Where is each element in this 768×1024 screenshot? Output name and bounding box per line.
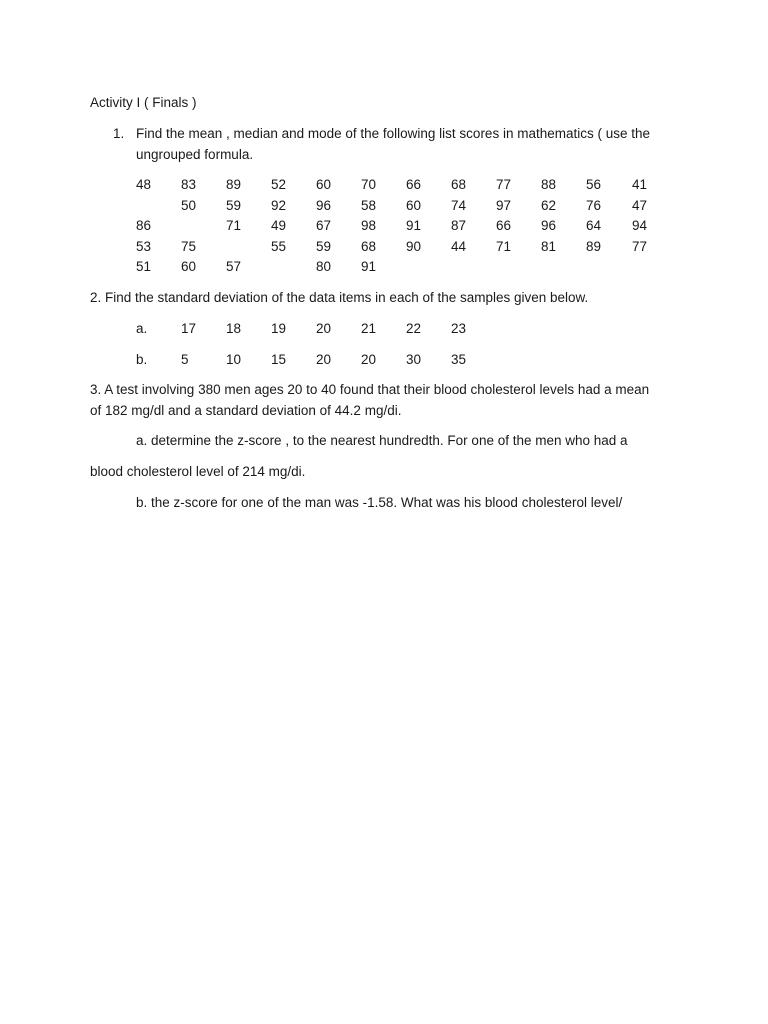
score-cell: 91 <box>406 218 422 233</box>
score-cell: 70 <box>361 177 377 192</box>
score-cell: 64 <box>586 218 602 233</box>
sample-value: 30 <box>406 352 422 367</box>
sample-value: 21 <box>361 321 377 336</box>
q3-part-b: b. the z-score for one of the man was -1.58. What was his blood cholesterol level/ <box>136 495 623 510</box>
score-cell: 71 <box>496 239 512 254</box>
score-cell: 48 <box>136 177 152 192</box>
score-cell: 89 <box>226 177 242 192</box>
q1-text-line2: ungrouped formula. <box>136 147 254 162</box>
score-cell: 89 <box>586 239 602 254</box>
score-cell: 68 <box>361 239 377 254</box>
q1-number: 1. <box>113 126 125 141</box>
score-cell: 67 <box>316 218 332 233</box>
score-cell: 59 <box>226 198 242 213</box>
activity-title: Activity I ( Finals ) <box>90 95 197 110</box>
sample-value: 20 <box>316 321 332 336</box>
score-cell: 92 <box>271 198 287 213</box>
score-cell: 96 <box>316 198 332 213</box>
score-cell: 68 <box>451 177 467 192</box>
sample-value: 22 <box>406 321 422 336</box>
q3-text-line2: of 182 mg/dl and a standard deviation of 44.2 mg/di. <box>90 403 402 418</box>
sample-value: 23 <box>451 321 467 336</box>
q1-text-line1: Find the mean , median and mode of the following list scores in mathematics ( use the <box>136 126 651 141</box>
score-cell: 96 <box>541 218 557 233</box>
score-cell: 94 <box>632 218 648 233</box>
score-cell: 86 <box>136 218 152 233</box>
q3-part-a-line2: blood cholesterol level of 214 mg/di. <box>90 464 306 479</box>
sample-value: 10 <box>226 352 242 367</box>
score-cell: 77 <box>496 177 512 192</box>
score-cell: 87 <box>451 218 467 233</box>
sample-value: 20 <box>316 352 332 367</box>
score-cell: 81 <box>541 239 557 254</box>
score-cell: 77 <box>632 239 648 254</box>
score-cell: 75 <box>181 239 197 254</box>
score-cell: 88 <box>541 177 557 192</box>
score-cell: 76 <box>586 198 602 213</box>
score-cell: 98 <box>361 218 377 233</box>
score-cell: 51 <box>136 259 152 274</box>
q3-text-line1: 3. A test involving 380 men ages 20 to 40 found that their blood cholesterol levels had a mean <box>90 382 650 397</box>
score-cell: 97 <box>496 198 512 213</box>
score-cell: 41 <box>632 177 648 192</box>
score-cell: 52 <box>271 177 287 192</box>
score-cell: 56 <box>586 177 602 192</box>
sample-value: 20 <box>361 352 377 367</box>
score-cell: 90 <box>406 239 422 254</box>
score-cell: 60 <box>181 259 197 274</box>
score-cell: 57 <box>226 259 242 274</box>
score-cell: 66 <box>496 218 512 233</box>
q3-part-a-line1: a. determine the z-score , to the nearest hundredth. For one of the men who had a <box>136 433 628 448</box>
score-cell: 44 <box>451 239 467 254</box>
score-cell: 66 <box>406 177 422 192</box>
sample-label: a. <box>136 321 148 336</box>
score-cell: 58 <box>361 198 377 213</box>
score-cell: 53 <box>136 239 152 254</box>
sample-value: 18 <box>226 321 242 336</box>
score-cell: 62 <box>541 198 557 213</box>
score-cell: 80 <box>316 259 332 274</box>
score-cell: 49 <box>271 218 287 233</box>
score-cell: 71 <box>226 218 242 233</box>
score-cell: 60 <box>406 198 422 213</box>
score-cell: 59 <box>316 239 332 254</box>
score-cell: 91 <box>361 259 377 274</box>
score-cell: 74 <box>451 198 467 213</box>
score-cell: 47 <box>632 198 648 213</box>
sample-value: 5 <box>181 352 189 367</box>
score-cell: 83 <box>181 177 197 192</box>
sample-value: 17 <box>181 321 197 336</box>
score-cell: 55 <box>271 239 287 254</box>
q2-text: 2. Find the standard deviation of the data items in each of the samples given below. <box>90 290 589 305</box>
sample-value: 15 <box>271 352 287 367</box>
score-cell: 50 <box>181 198 197 213</box>
sample-value: 35 <box>451 352 467 367</box>
sample-label: b. <box>136 352 148 367</box>
score-cell: 60 <box>316 177 332 192</box>
sample-value: 19 <box>271 321 287 336</box>
